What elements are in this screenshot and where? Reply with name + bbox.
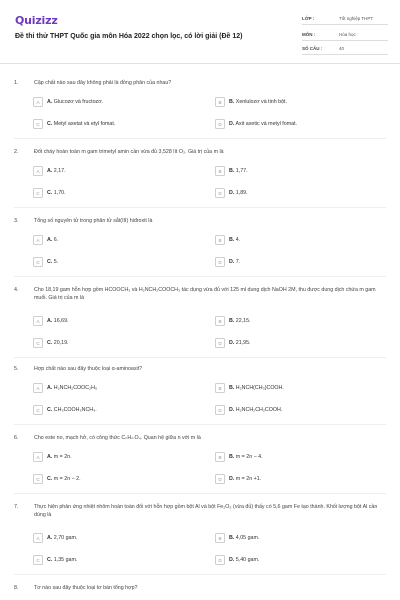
option-key: D. [229, 259, 235, 265]
doc-title: Đề thi thử THPT Quốc gia môn Hóa 2022 chọn lọc, có lời giải (Đề 12) [15, 33, 243, 40]
option-value: 1,35 gam. [53, 557, 78, 563]
option-text [47, 385, 97, 391]
option-value: 2,17. [53, 168, 66, 174]
option-value: m = 2n. [53, 454, 72, 460]
question-text: Tơ nào sau đây thuộc loại tơ bán tổng hợp? [34, 585, 138, 591]
option-letter-box: B [215, 316, 225, 326]
option-key: B. [229, 168, 235, 174]
meta-label: MÔN : [302, 32, 316, 37]
question-text: Đốt cháy hoàn toàn m gam trimetyl amin cần vừa đủ 3,528 lít O₂. Giá trị của m là [34, 149, 224, 155]
option-key: C. [47, 557, 53, 563]
option-letter-box: B [215, 533, 225, 543]
question-text: Tổng số nguyên tử trong phân tử sắt(III) hiđroxit là [34, 218, 153, 224]
option-key: C. [47, 121, 53, 127]
option-key: B. [229, 385, 235, 391]
quizizz-logo: Quizizz [15, 14, 58, 27]
question-number: 2. [14, 149, 19, 155]
option-letter-box: D [215, 474, 225, 484]
option-text [47, 121, 115, 127]
question-number: 8. [14, 585, 19, 591]
option-key: C. [47, 259, 53, 265]
option-key: A. [47, 385, 53, 391]
option-key: C. [47, 190, 53, 196]
option-key: C. [47, 476, 53, 482]
option-value: CH₃COOH₃NCH₃. [53, 407, 97, 413]
option-value: 20,19. [53, 340, 69, 346]
question-divider [14, 574, 386, 575]
question-divider [14, 493, 386, 494]
question-text: Thực hiện phản ứng nhiệt nhôm hoàn toàn đối với hỗn hợp gồm bột Al và bột Fe₂O₃ (vừa đủ) thấy có 5,6 gam Fe tạo thành. Khối lượng bột Al cần dùng là [34, 504, 378, 518]
option-text [229, 476, 261, 482]
question-number: 1. [14, 80, 19, 86]
option-text [47, 407, 97, 413]
option-letter-box: C [33, 555, 43, 565]
option-key: B. [229, 454, 235, 460]
question-number: 6. [14, 435, 19, 441]
option-key: A. [47, 99, 53, 105]
option-letter-box: C [33, 338, 43, 348]
meta-value: 40 [339, 46, 345, 51]
option-value: m = 2n +1. [235, 476, 262, 482]
meta-row-class [302, 14, 388, 25]
option-key: D. [229, 340, 235, 346]
option-text [229, 454, 263, 460]
option-value: m = 2n − 4. [235, 454, 263, 460]
option-value: 1,89. [235, 190, 248, 196]
option-key: B. [229, 318, 235, 324]
option-text [47, 557, 77, 563]
option-value: 5. [53, 259, 59, 265]
option-key: A. [47, 168, 53, 174]
option-value: 7. [235, 259, 241, 265]
question-text: Cho este no, mạch hở, có công thức CₙHₘO₄. Quan hệ giữa n với m là [34, 435, 201, 441]
question-number: 7. [14, 504, 19, 510]
question-divider [14, 138, 386, 139]
question-text: Cho 18,19 gam hỗn hợp gồm HCOOCH₃ và H₂NCH₂COOCH₃ tác dụng vừa đủ với 125 ml dung dịch NaOH 2M, thu được dung dịch chứa m gam muối. Giá trị của m là [34, 287, 376, 301]
question-divider [14, 424, 386, 425]
option-value: H₂NCH(CH₃)COOH. [235, 385, 284, 391]
meta-value: Hóa học [339, 32, 356, 37]
meta-label: SỐ CÂU : [302, 46, 323, 51]
option-letter-box: A [33, 166, 43, 176]
option-letter-box: C [33, 474, 43, 484]
option-value: Xenlulozơ và tinh bột. [235, 99, 287, 105]
option-key: D. [229, 121, 235, 127]
option-text [47, 318, 69, 324]
option-key: A. [47, 318, 53, 324]
option-key: A. [47, 454, 53, 460]
option-key: A. [47, 237, 53, 243]
option-letter-box: C [33, 119, 43, 129]
question-number: 5. [14, 366, 19, 372]
option-value: 16,69. [53, 318, 69, 324]
option-value: H₂NCH₂CH₂COOH. [235, 407, 283, 413]
option-letter-box: D [215, 405, 225, 415]
header-divider [0, 63, 400, 64]
option-letter-box: A [33, 97, 43, 107]
option-text [229, 407, 282, 413]
option-letter-box: C [33, 405, 43, 415]
option-value: 5,40 gam. [235, 557, 260, 563]
question-number: 4. [14, 287, 19, 293]
question-text: Hợp chất nào sau đây thuộc loại α-aminoaxit? [34, 366, 143, 372]
option-text [47, 99, 103, 105]
option-text [229, 557, 259, 563]
meta-row-subject [302, 30, 388, 41]
option-text [229, 99, 287, 105]
option-letter-box: C [33, 257, 43, 267]
option-value: H₂NCH₂COOC₂H₅ [53, 385, 98, 391]
option-value: 21,95. [235, 340, 251, 346]
option-text [47, 190, 66, 196]
question-divider [14, 357, 386, 358]
option-text [229, 190, 248, 196]
option-value: 4,05 gam. [235, 535, 260, 541]
option-text [229, 535, 259, 541]
option-letter-box: B [215, 452, 225, 462]
question-divider [14, 207, 386, 208]
option-letter-box: C [33, 188, 43, 198]
question-divider [14, 276, 386, 277]
option-text [47, 454, 72, 460]
option-letter-box: A [33, 235, 43, 245]
option-value: 6. [53, 237, 59, 243]
option-text [229, 259, 240, 265]
option-value: m = 2n − 2. [53, 476, 81, 482]
option-letter-box: D [215, 188, 225, 198]
option-letter-box: D [215, 555, 225, 565]
option-value: Glucozơ và fructozơ. [53, 99, 104, 105]
question-number: 3. [14, 218, 19, 224]
option-text [47, 259, 58, 265]
meta-value: Tốt nghiệp THPT [339, 16, 374, 21]
option-letter-box: A [33, 316, 43, 326]
option-key: D. [229, 407, 235, 413]
option-letter-box: D [215, 257, 225, 267]
option-value: 1,77. [235, 168, 248, 174]
option-text [47, 535, 77, 541]
option-value: 1,70. [53, 190, 66, 196]
option-letter-box: A [33, 383, 43, 393]
option-key: D. [229, 476, 235, 482]
option-value: 22,15. [235, 318, 251, 324]
option-key: D. [229, 557, 235, 563]
option-value: Axit axetic và metyl fomat. [235, 121, 298, 127]
option-text [47, 476, 81, 482]
option-letter-box: A [33, 452, 43, 462]
meta-label: LỚP : [302, 16, 315, 21]
question-text: Cặp chất nào sau đây không phải là đồng phân của nhau? [34, 80, 172, 86]
option-letter-box: B [215, 166, 225, 176]
meta-row-count [302, 44, 388, 55]
option-key: D. [229, 190, 235, 196]
option-key: C. [47, 407, 53, 413]
option-text [47, 237, 58, 243]
option-letter-box: B [215, 383, 225, 393]
option-key: C. [47, 340, 53, 346]
option-text [47, 168, 66, 174]
option-value: 2,70 gam. [53, 535, 78, 541]
option-letter-box: D [215, 338, 225, 348]
option-value: 4. [235, 237, 241, 243]
option-text [229, 318, 251, 324]
option-key: B. [229, 99, 235, 105]
option-text [229, 121, 297, 127]
option-letter-box: B [215, 235, 225, 245]
option-text [229, 168, 248, 174]
option-text [47, 340, 69, 346]
option-text [229, 385, 284, 391]
option-key: A. [47, 535, 53, 541]
option-key: B. [229, 535, 235, 541]
option-letter-box: D [215, 119, 225, 129]
option-text [229, 340, 251, 346]
option-letter-box: A [33, 533, 43, 543]
option-value: Metyl axetat và etyl fomat. [53, 121, 116, 127]
option-key: B. [229, 237, 235, 243]
option-text [229, 237, 240, 243]
option-letter-box: B [215, 97, 225, 107]
